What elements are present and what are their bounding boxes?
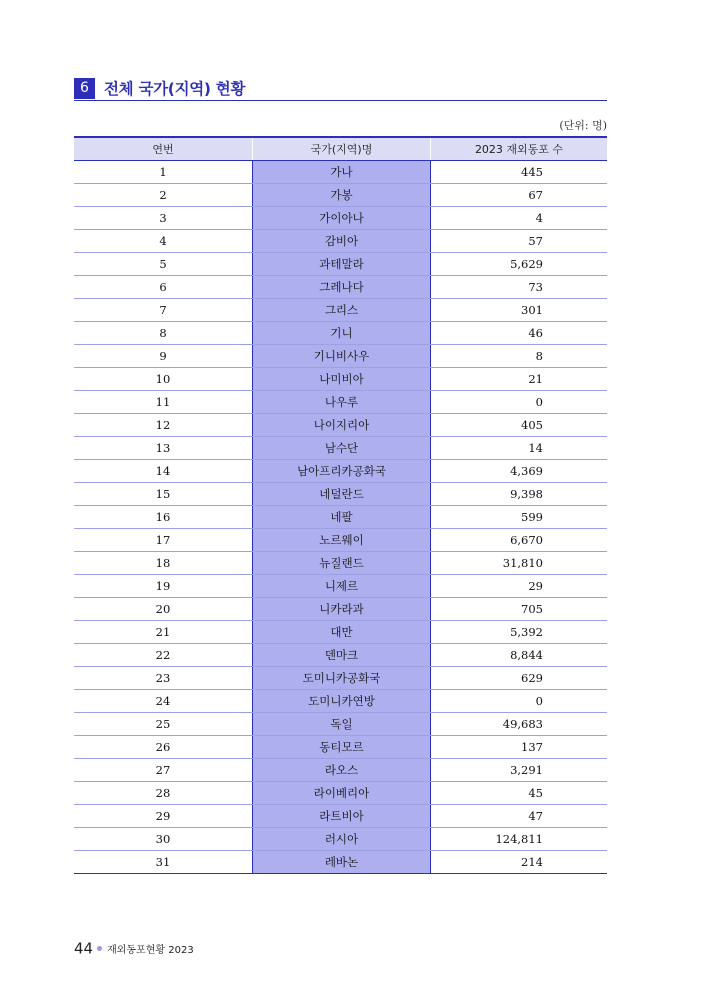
cell-country: 그레나다: [253, 276, 431, 299]
table-row: [74, 483, 607, 506]
cell-count: 21: [431, 368, 608, 391]
cell-count: 49,683: [431, 713, 608, 736]
cell-serial: 3: [74, 207, 253, 230]
table-row: [74, 414, 607, 437]
cell-country: 가나: [253, 161, 431, 184]
section-title: 전체 국가(지역) 현황: [104, 80, 246, 98]
cell-count: 14: [431, 437, 608, 460]
cell-count: 214: [431, 851, 608, 874]
cell-count: 57: [431, 230, 608, 253]
table-row: [74, 207, 607, 230]
table-row: [74, 230, 607, 253]
cell-country: 도미니카연방: [253, 690, 431, 713]
cell-serial: 10: [74, 368, 253, 391]
cell-serial: 23: [74, 667, 253, 690]
cell-serial: 30: [74, 828, 253, 851]
cell-count: 3,291: [431, 759, 608, 782]
page-number: 44: [74, 939, 94, 958]
cell-country: 라이베리아: [253, 782, 431, 805]
cell-serial: 24: [74, 690, 253, 713]
cell-serial: 26: [74, 736, 253, 759]
bullet-dot-icon: [97, 946, 102, 951]
cell-serial: 22: [74, 644, 253, 667]
cell-serial: 5: [74, 253, 253, 276]
table-row: [74, 253, 607, 276]
cell-country: 나이지리아: [253, 414, 431, 437]
table-row: [74, 506, 607, 529]
cell-serial: 4: [74, 230, 253, 253]
cell-count: 599: [431, 506, 608, 529]
cell-count: 6,670: [431, 529, 608, 552]
table-row: [74, 575, 607, 598]
cell-country: 가이아나: [253, 207, 431, 230]
section-header: [74, 76, 607, 101]
cell-count: 8: [431, 345, 608, 368]
table-row: [74, 621, 607, 644]
cell-country: 나우루: [253, 391, 431, 414]
cell-country: 라트비아: [253, 805, 431, 828]
table-row: [74, 322, 607, 345]
cell-count: 73: [431, 276, 608, 299]
cell-country: 기니비사우: [253, 345, 431, 368]
table-row: [74, 667, 607, 690]
cell-country: 레바논: [253, 851, 431, 874]
cell-country: 뉴질랜드: [253, 552, 431, 575]
cell-country: 니제르: [253, 575, 431, 598]
cell-country: 덴마크: [253, 644, 431, 667]
cell-country: 그리스: [253, 299, 431, 322]
cell-count: 5,629: [431, 253, 608, 276]
table-row: [74, 690, 607, 713]
table-body: [74, 161, 607, 874]
cell-serial: 31: [74, 851, 253, 874]
unit-label: (단위: 명): [559, 119, 607, 132]
header-count: 2023 재외동포 수: [431, 137, 608, 161]
cell-country: 과테말라: [253, 253, 431, 276]
cell-country: 네덜란드: [253, 483, 431, 506]
footer-title: 재외동포현황 2023: [107, 945, 194, 956]
cell-count: 629: [431, 667, 608, 690]
cell-serial: 15: [74, 483, 253, 506]
cell-country: 대만: [253, 621, 431, 644]
cell-serial: 9: [74, 345, 253, 368]
table-row: [74, 276, 607, 299]
cell-serial: 29: [74, 805, 253, 828]
cell-count: 8,844: [431, 644, 608, 667]
cell-count: 137: [431, 736, 608, 759]
table-row: [74, 805, 607, 828]
cell-count: 5,392: [431, 621, 608, 644]
cell-serial: 28: [74, 782, 253, 805]
cell-count: 0: [431, 391, 608, 414]
cell-country: 도미니카공화국: [253, 667, 431, 690]
cell-country: 감비아: [253, 230, 431, 253]
cell-count: 31,810: [431, 552, 608, 575]
cell-country: 독일: [253, 713, 431, 736]
cell-country: 러시아: [253, 828, 431, 851]
table-row: [74, 736, 607, 759]
cell-count: 0: [431, 690, 608, 713]
cell-count: 124,811: [431, 828, 608, 851]
table-row: [74, 782, 607, 805]
header-serial: 연번: [74, 137, 253, 161]
table-row: [74, 345, 607, 368]
table-row: [74, 161, 607, 184]
cell-country: 가봉: [253, 184, 431, 207]
cell-serial: 27: [74, 759, 253, 782]
cell-serial: 25: [74, 713, 253, 736]
cell-serial: 21: [74, 621, 253, 644]
section-number-badge: 6: [74, 78, 95, 99]
table-row: [74, 368, 607, 391]
cell-serial: 8: [74, 322, 253, 345]
cell-country: 남아프리카공화국: [253, 460, 431, 483]
table-row: [74, 828, 607, 851]
cell-count: 67: [431, 184, 608, 207]
cell-country: 동티모르: [253, 736, 431, 759]
cell-country: 니카라과: [253, 598, 431, 621]
cell-count: 47: [431, 805, 608, 828]
cell-count: 4: [431, 207, 608, 230]
cell-count: 705: [431, 598, 608, 621]
cell-country: 라오스: [253, 759, 431, 782]
cell-count: 445: [431, 161, 608, 184]
cell-count: 9,398: [431, 483, 608, 506]
table-header-row: [74, 137, 607, 161]
cell-count: 301: [431, 299, 608, 322]
cell-country: 남수단: [253, 437, 431, 460]
cell-serial: 2: [74, 184, 253, 207]
cell-count: 46: [431, 322, 608, 345]
table-row: [74, 759, 607, 782]
table-row: [74, 437, 607, 460]
cell-count: 4,369: [431, 460, 608, 483]
cell-count: 45: [431, 782, 608, 805]
table-row: [74, 184, 607, 207]
cell-serial: 16: [74, 506, 253, 529]
cell-country: 노르웨이: [253, 529, 431, 552]
table-row: [74, 391, 607, 414]
cell-serial: 11: [74, 391, 253, 414]
table-row: [74, 713, 607, 736]
table-row: [74, 460, 607, 483]
cell-serial: 14: [74, 460, 253, 483]
table-row: [74, 552, 607, 575]
header-country: 국가(지역)명: [253, 137, 431, 161]
cell-serial: 13: [74, 437, 253, 460]
cell-count: 405: [431, 414, 608, 437]
cell-count: 29: [431, 575, 608, 598]
table-row: [74, 851, 607, 874]
cell-serial: 19: [74, 575, 253, 598]
table-row: [74, 598, 607, 621]
diaspora-table: [74, 136, 607, 874]
table-row: [74, 299, 607, 322]
cell-country: 기니: [253, 322, 431, 345]
table-row: [74, 644, 607, 667]
cell-serial: 7: [74, 299, 253, 322]
cell-serial: 17: [74, 529, 253, 552]
cell-country: 나미비아: [253, 368, 431, 391]
table-row: [74, 529, 607, 552]
cell-serial: 18: [74, 552, 253, 575]
cell-country: 네팔: [253, 506, 431, 529]
cell-serial: 1: [74, 161, 253, 184]
cell-serial: 12: [74, 414, 253, 437]
cell-serial: 20: [74, 598, 253, 621]
page-footer: [74, 938, 194, 958]
cell-serial: 6: [74, 276, 253, 299]
